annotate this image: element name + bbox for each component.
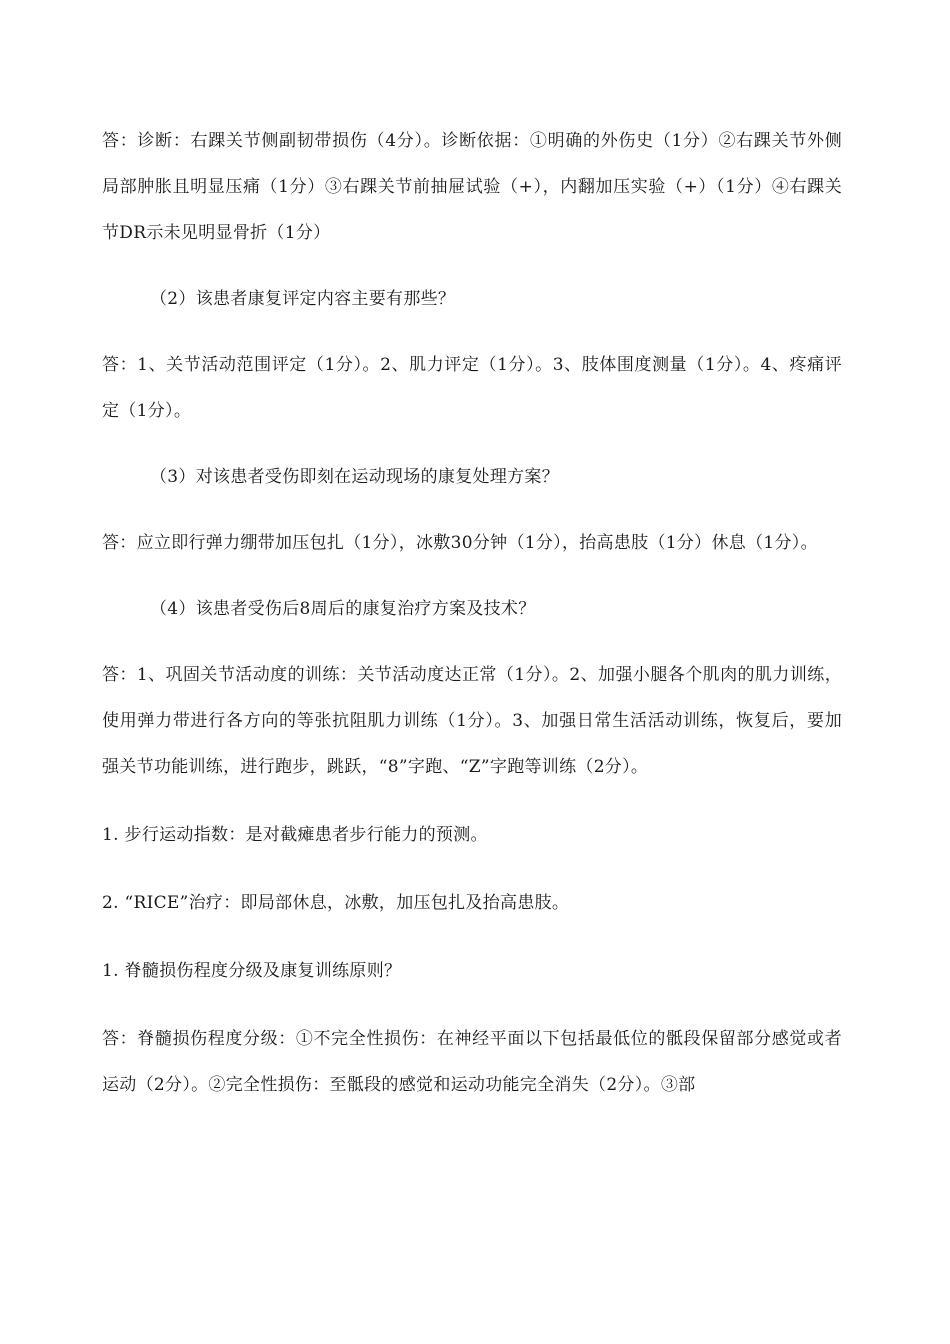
answer-onsite-treatment: 答：应立即行弹力绷带加压包扎（1分），冰敷30分钟（1分），抬高患肢（1分）休息（1分）。: [102, 533, 818, 553]
term-rice: 2. “RICE”治疗：即局部休息，冰敷，加压包扎及抬高患肢。: [102, 893, 570, 913]
answer-assessment: 答：1、关节活动范围评定（1分）。2、肌力评定（1分）。3、肢体围度测量（1分）。4、疼痛评定（1分）。: [102, 355, 842, 421]
question-3-onsite-treatment: （3）对该患者受伤即刻在运动现场的康复处理方案？: [150, 467, 560, 487]
question-spinal-injury: 1. 脊髓损伤程度分级及康复训练原则？: [102, 961, 402, 981]
answer-diagnosis: 答：诊断：右踝关节侧副韧带损伤（4分）。诊断依据：①明确的外伤史（1分）②右踝关节外侧局部肿胀且明显压痛（1分）③右踝关节前抽屉试验（+），内翻加压实验（+）（1分）④右踝关节DR示未见明显骨折（1分）: [102, 131, 842, 243]
question-4-rehab-plan: （4）该患者受伤后8周后的康复治疗方案及技术？: [150, 599, 536, 619]
term-walking-index: 1. 步行运动指数：是对截瘫患者步行能力的预测。: [102, 825, 488, 845]
answer-rehab-plan: 答：1、巩固关节活动度的训练：关节活动度达正常（1分）。2、加强小腿各个肌肉的肌力训练，使用弹力带进行各方向的等张抗阻肌力训练（1分）。3、加强日常生活活动训练，恢复后，要加强关节功能训练，进行跑步，跳跃，“8”字跑、“Z”字跑等训练（2分）。: [102, 665, 842, 777]
question-2-assessment: （2）该患者康复评定内容主要有那些？: [150, 289, 456, 309]
document-content: [102, 118, 842, 1108]
answer-spinal-injury: 答：脊髓损伤程度分级：①不完全性损伤：在神经平面以下包括最低位的骶段保留部分感觉或者运动（2分）。②完全性损伤：至骶段的感觉和运动功能完全消失（2分）。③部: [102, 1029, 842, 1095]
